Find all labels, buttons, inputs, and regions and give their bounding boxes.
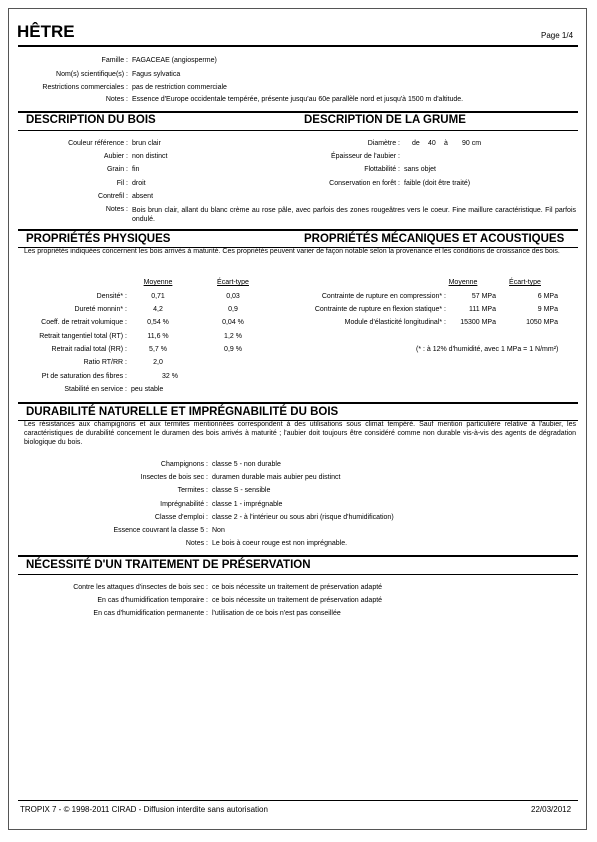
intro-label: Restrictions commerciales : [42, 84, 128, 91]
phys-mean: 4,2 [153, 306, 163, 313]
desc-value: brun clair [132, 140, 161, 147]
phys-sd: 0,9 [228, 306, 238, 313]
page-frame [8, 8, 587, 830]
phys-label: Coeff. de retrait volumique : [41, 319, 127, 326]
phys-label: Dureté monnin* : [74, 306, 127, 313]
phys-label: Densité* : [96, 293, 127, 300]
dur-label: Notes : [185, 540, 208, 547]
section-heading-physiques: PROPRIÉTÉS PHYSIQUES [26, 233, 171, 245]
grume-label: Épaisseur de l'aubier : [330, 153, 400, 160]
divider [18, 402, 578, 404]
intro-value: pas de restriction commerciale [132, 84, 227, 91]
divider [18, 229, 578, 231]
phys-label: Ratio RT/RR : [83, 359, 127, 366]
trait-label: Contre les attaques d'insectes de bois sec : [73, 584, 208, 591]
phys-sd: 0,9 % [224, 346, 242, 353]
desc-value: non distinct [132, 153, 168, 160]
dur-label: Champignons : [160, 461, 208, 468]
desc-label: Aubier : [103, 153, 128, 160]
phys-mean: 2,0 [153, 359, 163, 366]
meca-sd: 1050 MPa [526, 319, 558, 326]
phys-mean: 5,7 % [149, 346, 167, 353]
dur-label: Termites : [177, 487, 208, 494]
divider [18, 130, 578, 131]
desc-label: Fil : [116, 180, 128, 187]
desc-label: Grain : [106, 166, 128, 173]
grume-diam-max: 90 cm [462, 140, 482, 147]
stabilite-label: Stabilité en service : [64, 386, 127, 393]
grume-label: Conservation en forêt : [329, 180, 400, 187]
physiques-intro: Les propriétés indiquées concernent les bois arrivés à maturité. Ces propriétés peuvent varier de façon notable selon la provenance et les conditions de croissance des bois. [24, 248, 560, 255]
meca-label: Module d'élasticité longitudinal* : [344, 319, 446, 326]
footer-copyright: TROPIX 7 - © 1998-2011 CIRAD - Diffusion interdite sans autorisation [20, 805, 268, 814]
phys-mean: 0,71 [151, 293, 165, 300]
intro-value: FAGACEAE (angiosperme) [132, 57, 217, 64]
dur-value: Non [212, 527, 225, 534]
meca-label: Contrainte de rupture en flexion statique* : [314, 306, 446, 313]
meca-footnote: (* : à 12% d'humidité, avec 1 MPa = 1 N/mm²) [416, 346, 559, 353]
meca-mean: 57 MPa [471, 293, 496, 300]
grume-label: Flottabilité : [364, 166, 400, 173]
intro-label: Nom(s) scientifique(s) : [56, 71, 128, 78]
page-number: Page 1/4 [541, 31, 574, 40]
col-moyenne: Moyenne [143, 279, 173, 286]
desc-label: Couleur référence : [68, 140, 128, 147]
desc-value: fin [132, 166, 140, 173]
phys-label: Retrait tangentiel total (RT) : [39, 333, 127, 340]
meca-mean: 15300 MPa [460, 319, 496, 326]
dur-label: Imprégnabilité : [160, 501, 208, 508]
page-title: HÊTRE [17, 22, 75, 41]
meca-sd: 9 MPa [537, 306, 558, 313]
desc-value: absent [132, 193, 154, 200]
col-ecart-type: Écart-type [509, 279, 541, 286]
phys-mean: 32 % [162, 373, 178, 380]
divider [18, 111, 578, 113]
phys-sd: 0,04 % [222, 319, 244, 326]
intro-label: Notes : [105, 96, 128, 103]
intro-label: Famille : [101, 57, 128, 64]
dur-value: duramen durable mais aubier peu distinct [212, 474, 341, 481]
meca-label: Contrainte de rupture en compression* : [321, 293, 446, 300]
phys-label: Pt de saturation des fibres : [41, 373, 127, 380]
dur-value: Le bois à coeur rouge est non imprégnable. [212, 540, 348, 547]
grume-value: sans objet [404, 166, 436, 173]
phys-mean: 11,6 % [147, 333, 169, 340]
section-heading-desc-bois: DESCRIPTION DU BOIS [26, 114, 156, 126]
grume-value: faible (doit être traité) [404, 180, 471, 187]
section-heading-mecaniques: PROPRIÉTÉS MÉCANIQUES ET ACOUSTIQUES [304, 233, 565, 245]
divider [18, 555, 578, 557]
section-heading-traitement: NÉCESSITÉ D'UN TRAITEMENT DE PRÉSERVATION [26, 559, 311, 571]
meca-sd: 6 MPa [537, 293, 558, 300]
col-ecart-type: Écart-type [217, 279, 249, 286]
trait-label: En cas d'humidification permanente : [93, 610, 208, 617]
desc-value: droit [132, 180, 146, 187]
dur-label: Insectes de bois sec : [140, 474, 208, 481]
dur-label: Essence couvrant la classe 5 : [113, 527, 208, 534]
section-heading-desc-grume: DESCRIPTION DE LA GRUME [304, 114, 466, 126]
phys-mean: 0,54 % [147, 319, 169, 326]
grume-diam-a: à [444, 140, 448, 147]
meca-mean: 111 MPa [469, 306, 496, 313]
grume-diam-min: 40 [428, 140, 436, 147]
intro-value: Essence d'Europe occidentale tempérée, présente jusqu'au 60e parallèle nord et jusqu'à 1500 m d'altitude. [132, 96, 464, 103]
dur-label: Classe d'emploi : [154, 514, 208, 521]
grume-diam-de: de [412, 140, 420, 147]
intro-value: Fagus sylvatica [132, 71, 181, 78]
divider [18, 45, 578, 47]
phys-sd: 1,2 % [224, 333, 242, 340]
dur-value: classe 1 - imprégnable [212, 501, 283, 508]
durabilite-intro: Les résistances aux champignons et aux termites mentionnées correspondent à des utilisations sous climat tempéré. Sauf mention particulière relative à l'aubier, les caractéristiques de durabilité concernent le duramen des bois arrivés à maturité ; l'aubier doit toujours être considéré comme non durable vis-à-vis des agents de dégradation biologique du bois. [24, 421, 576, 446]
divider [18, 574, 578, 575]
col-moyenne: Moyenne [448, 279, 478, 286]
trait-label: En cas d'humidification temporaire : [97, 597, 208, 604]
phys-sd: 0,03 [226, 293, 240, 300]
footer-divider [18, 800, 578, 801]
dur-value: classe 5 - non durable [212, 461, 281, 468]
trait-value: ce bois nécessite un traitement de préservation adapté [212, 597, 383, 604]
phys-label: Retrait radial total (RR) : [51, 346, 127, 353]
section-heading-durabilite: DURABILITÉ NATURELLE ET IMPRÉGNABILITÉ DU BOIS [26, 406, 339, 418]
stabilite-value: peu stable [131, 386, 164, 393]
desc-notes-label: Notes : [105, 206, 128, 213]
dur-value: classe 2 - à l'intérieur ou sous abri (risque d'humidification) [212, 514, 394, 521]
dur-value: classe S - sensible [212, 487, 271, 494]
desc-notes: Bois brun clair, allant du blanc crème au rose pâle, avec parfois des zones rougeâtres vers le coeur. Fine maillure caractéristique. Fil parfois ondulé. [132, 207, 576, 223]
grume-diam-label: Diamètre : [367, 140, 400, 147]
trait-value: ce bois nécessite un traitement de préservation adapté [212, 584, 383, 591]
footer-date: 22/03/2012 [531, 805, 572, 814]
trait-value: l'utilisation de ce bois n'est pas conseillée [212, 610, 341, 617]
desc-label: Contrefil : [98, 193, 128, 200]
